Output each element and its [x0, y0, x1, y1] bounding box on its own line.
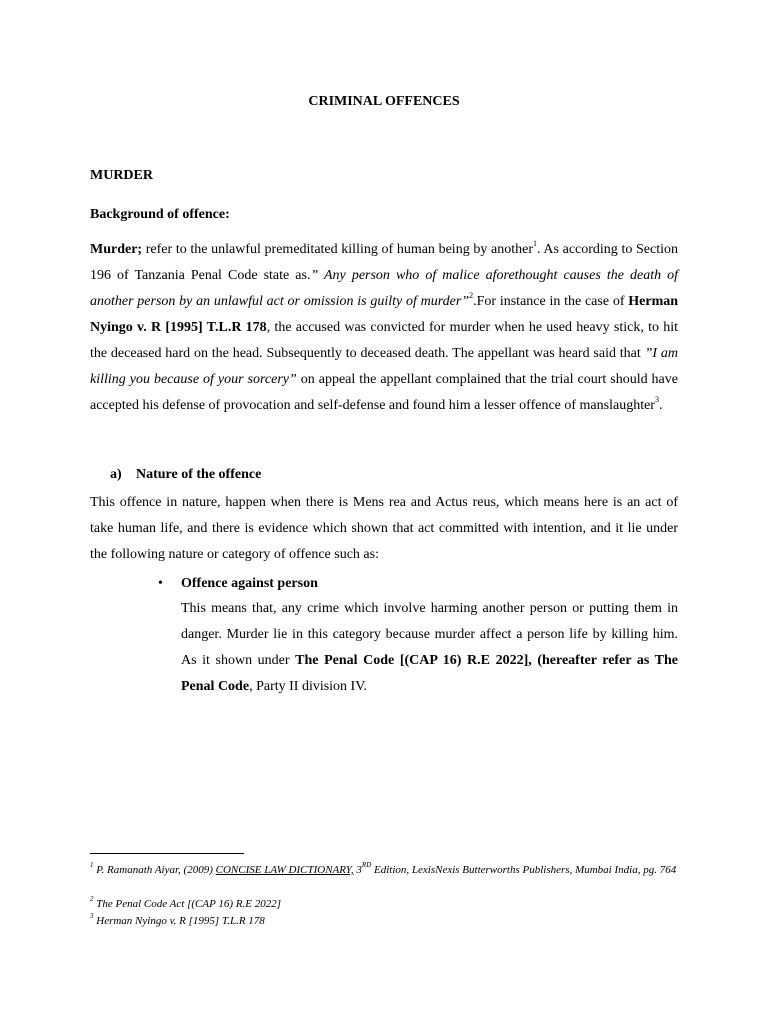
- bullet-paragraph: [181, 596, 678, 700]
- section-heading: MURDER: [90, 168, 153, 183]
- p1-text-1: refer to the unlawful premeditated killing of human being by another: [142, 242, 533, 257]
- nature-marker: a): [110, 467, 122, 482]
- p1-text-3: .For instance in the case of: [473, 294, 629, 309]
- footnote-1-sup: RD: [361, 861, 372, 870]
- footnote-1-number: 1: [90, 861, 94, 870]
- document-title: CRIMINAL OFFENCES: [308, 94, 460, 109]
- footnote-3-number: 3: [90, 912, 94, 921]
- footnote-separator: [90, 853, 244, 854]
- footnote-3: [90, 913, 678, 930]
- bullet-text-1: This means that, any crime which involve harming another person or putting them in danger. Murder lie in this category because murder affect a person life by killing him. As it shown under: [181, 601, 678, 668]
- bullet-heading: Offence against person: [181, 576, 318, 591]
- sub-heading: Background of offence:: [90, 207, 230, 222]
- footnote-2-text: The Penal Code Act [(CAP 16) R.E 2022]: [93, 898, 281, 910]
- p1-text-4: , the accused was convicted for murder when he used heavy stick, to hit the deceased hard on the head. Subsequently to deceased death. The appellant was heard said that: [90, 320, 678, 361]
- nature-heading: Nature of the offence: [136, 467, 262, 482]
- background-paragraph: [90, 237, 678, 419]
- case-citation: Herman Nyingo v. R [1995] T.L.R 178: [90, 294, 679, 335]
- p1-text-2: . As according to Section 196 of Tanzania Penal Code state as.: [90, 242, 678, 283]
- footnote-1-mid: 3: [353, 864, 362, 876]
- footnote-ref-3[interactable]: 3: [654, 395, 659, 405]
- footnote-1-pre: P. Ramanath Aiyar, (2009): [93, 864, 216, 876]
- bullet-icon: •: [158, 576, 163, 591]
- bullet-text-2: , Party II division IV.: [249, 679, 368, 694]
- footnote-1: [90, 862, 678, 879]
- p1-text-6: .: [658, 398, 663, 413]
- footnote-ref-1[interactable]: 1: [533, 239, 537, 249]
- penal-code-citation: The Penal Code [(CAP 16) R.E 2022], (hereafter refer as The Penal Code: [181, 653, 678, 694]
- murder-lead: Murder;: [90, 242, 143, 257]
- footnote-2: [90, 896, 678, 913]
- footnote-3-text: Herman Nyingo v. R [1995] T.L.R 178: [93, 915, 265, 927]
- statute-quote: ” Any person who of malice aforethought causes the death of another person by an unlawful act or omission is guilty of murder”: [90, 268, 679, 309]
- footnote-2-number: 2: [90, 895, 94, 904]
- footnote-1-title: CONCISE LAW DICTIONARY,: [215, 864, 354, 876]
- footnote-1-post: Edition, LexisNexis Butterworths Publishers, Mumbai India, pg. 764: [371, 864, 677, 876]
- p1-text-5: on appeal the appellant complained that the trial court should have accepted his defense of provocation and self-defense and found him a lesser offence of manslaughter: [90, 372, 678, 413]
- nature-paragraph: This offence in nature, happen when there is Mens rea and Actus reus, which means here is an act of take human life, and there is evidence which shown that act committed with intention, and it lie under the following nature or category of offence such as:: [90, 495, 678, 562]
- footnote-ref-2[interactable]: 2: [469, 291, 474, 301]
- appellant-quote: ”I am killing you because of your sorcery”: [90, 346, 678, 387]
